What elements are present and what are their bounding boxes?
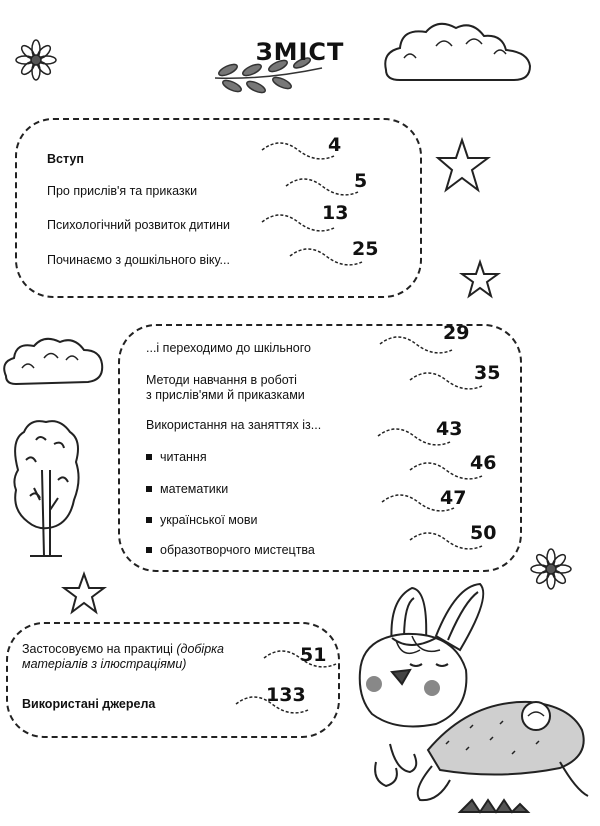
cloud-icon — [4, 339, 102, 384]
toc-entry[interactable] — [146, 341, 311, 356]
page-number: 5 — [354, 170, 368, 192]
toc-entry-label: Починаємо з дошкільного віку... — [47, 253, 230, 267]
page-number: 13 — [322, 202, 349, 224]
toc-entry-label: ...і переходимо до шкільного — [146, 341, 311, 355]
toc-entry-label: української мови — [160, 513, 258, 527]
toc-entry-label: математики — [160, 482, 229, 496]
page-number: 35 — [474, 362, 501, 384]
toc-entry-label: Використання на заняттях із... — [146, 418, 322, 432]
toc-entry[interactable] — [146, 373, 305, 403]
page-number: 50 — [470, 522, 497, 544]
toc-entry-label: Вступ — [47, 152, 84, 166]
page-number: 43 — [436, 418, 463, 440]
toc-entry-label: з прислів'ями й приказками — [146, 388, 305, 402]
bullet-icon — [146, 454, 152, 460]
toc-entry-label: Застосовуємо на практиці — [22, 642, 177, 656]
toc-entry[interactable] — [146, 482, 228, 497]
toc-entry-label: Про прислів'я та приказки — [47, 184, 198, 198]
page-number: 133 — [266, 684, 306, 706]
page-number: 47 — [440, 487, 467, 509]
flower-icon — [531, 549, 571, 589]
bullet-icon — [146, 547, 152, 553]
toc-entry-label: читання — [160, 450, 207, 464]
toc-section-1 — [15, 118, 422, 298]
toc-entry[interactable] — [146, 513, 257, 528]
bunny-illustration — [360, 584, 588, 812]
toc-section-2 — [118, 324, 522, 572]
toc-entry-label: образотворчого мистецтва — [160, 543, 315, 557]
star-icon — [64, 574, 104, 612]
star-icon — [462, 262, 498, 296]
tree-icon — [14, 421, 78, 556]
star-icon — [438, 140, 488, 190]
toc-entry-note: матеріалів з ілюстраціями) — [22, 657, 187, 671]
toc-entry[interactable] — [47, 218, 230, 233]
toc-entry[interactable] — [146, 450, 207, 465]
toc-entry-label: Методи навчання в роботі — [146, 373, 297, 387]
bullet-icon — [146, 517, 152, 523]
bullet-icon — [146, 486, 152, 492]
toc-entry[interactable] — [47, 184, 197, 199]
toc-entry[interactable] — [22, 697, 155, 712]
page-number: 25 — [352, 238, 379, 260]
toc-section-3 — [6, 622, 340, 738]
toc-entry[interactable] — [47, 152, 84, 167]
toc-entry[interactable] — [146, 418, 321, 433]
toc-entry[interactable] — [22, 642, 224, 672]
page-title: ЗМІСТ — [255, 38, 345, 66]
page-number: 51 — [300, 644, 327, 666]
toc-entry-note: (добірка — [176, 642, 225, 656]
page-number: 29 — [443, 322, 470, 344]
toc-entry-label: Використані джерела — [22, 697, 156, 711]
toc-entry-label: Психологічний розвиток дитини — [47, 218, 231, 232]
page-number: 4 — [328, 134, 342, 156]
toc-entry[interactable] — [47, 253, 230, 268]
toc-entry[interactable] — [146, 543, 315, 558]
page-number: 46 — [470, 452, 497, 474]
